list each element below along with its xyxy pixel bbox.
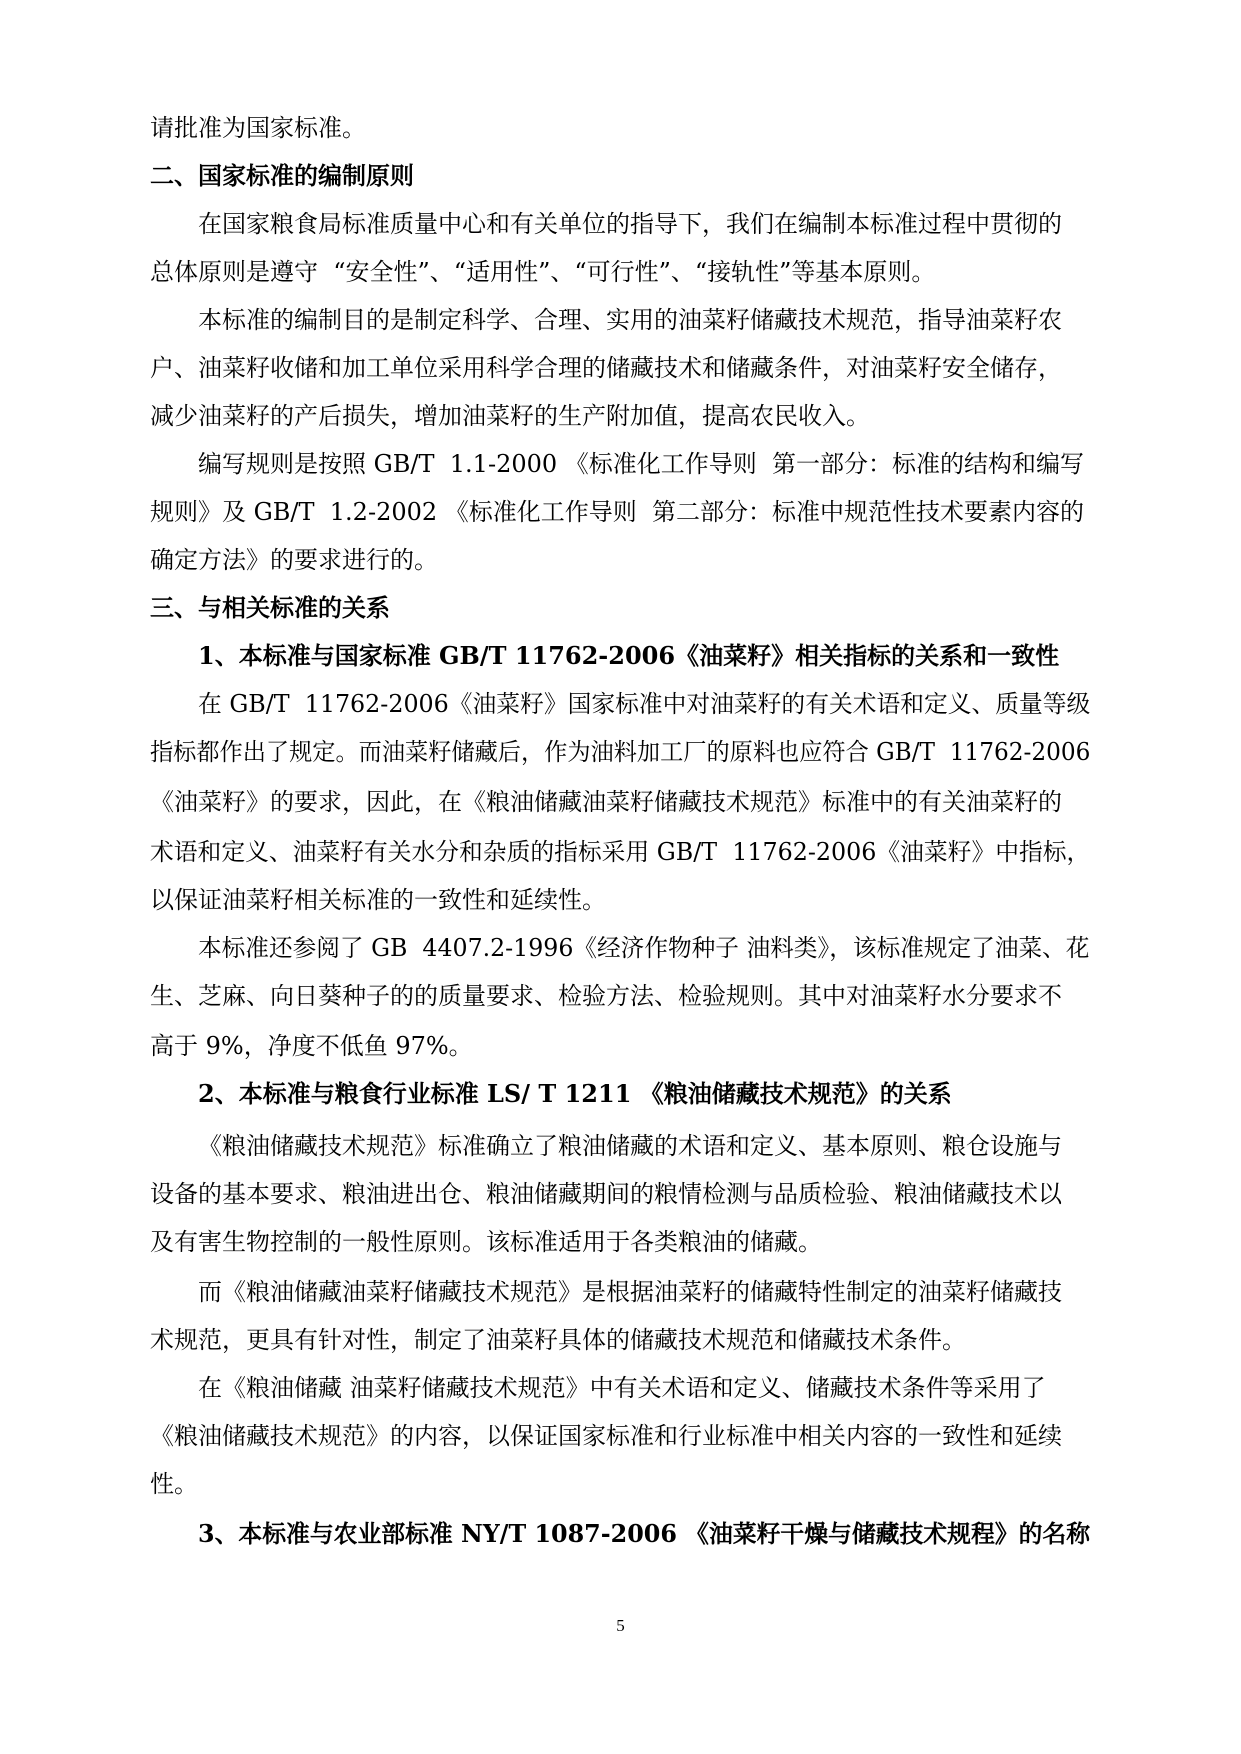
body-text-line: 《粮油储藏技术规范》的内容，以保证国家标准和行业标准中相关内容的一致性和延续 xyxy=(150,1422,1062,1450)
body-text-line: 术语和定义、油菜籽有关水分和杂质的指标采用 GB/T 11762-2006《油菜籽》中指标， xyxy=(150,838,1091,866)
subsection-heading: 1、本标准与国家标准 GB/T 11762-2006《油菜籽》相关指标的关系和一致性 xyxy=(198,641,1060,670)
body-text-line: 及有害生物控制的一般性原则。该标准适用于各类粮油的储藏。 xyxy=(150,1228,822,1256)
paragraph-first-line: 《粮油储藏技术规范》标准确立了粮油储藏的术语和定义、基本原则、粮仓设施与 xyxy=(198,1132,1062,1160)
paragraph-first-line: 在 GB/T 11762-2006《油菜籽》国家标准中对油菜籽的有关术语和定义、质量等级 xyxy=(198,690,1091,718)
page-number: 5 xyxy=(616,1616,625,1635)
body-text-line: 减少油菜籽的产后损失，增加油菜籽的生产附加值，提高农民收入。 xyxy=(150,402,870,430)
paragraph-first-line: 本标准还参阅了 GB 4407.2-1996《经济作物种子 油料类》，该标准规定了油菜、花 xyxy=(198,934,1090,962)
body-text-line: 指标都作出了规定。而油菜籽储藏后，作为油料加工厂的原料也应符合 GB/T 11762-2006 xyxy=(150,738,1091,766)
body-text-line: 规则》及 GB/T 1.2-2002 《标准化工作导则 第二部分：标准中规范性技术要素内容的 xyxy=(150,498,1085,526)
body-text-line: 《油菜籽》的要求，因此，在《粮油储藏油菜籽储藏技术规范》标准中的有关油菜籽的 xyxy=(150,788,1062,816)
body-text-line: 高于 9%，净度不低鱼 97%。 xyxy=(150,1032,473,1060)
body-text-line: 总体原则是遵守 “安全性”、“适用性”、“可行性”、“接轨性”等基本原则。 xyxy=(150,258,936,286)
body-text-line: 以保证油菜籽相关标准的一致性和延续性。 xyxy=(150,886,606,914)
paragraph-first-line: 而《粮油储藏油菜籽储藏技术规范》是根据油菜籽的储藏特性制定的油菜籽储藏技 xyxy=(198,1278,1062,1306)
paragraph-first-line: 本标准的编制目的是制定科学、合理、实用的油菜籽储藏技术规范，指导油菜籽农 xyxy=(198,306,1062,334)
section-heading: 三、与相关标准的关系 xyxy=(150,593,390,622)
body-text-line: 生、芝麻、向日葵种子的的质量要求、检验方法、检验规则。其中对油菜籽水分要求不 xyxy=(150,982,1062,1010)
paragraph-first-line: 在国家粮食局标准质量中心和有关单位的指导下，我们在编制本标准过程中贯彻的 xyxy=(198,210,1062,238)
body-text-line: 设备的基本要求、粮油进出仓、粮油储藏期间的粮情检测与品质检验、粮油储藏技术以 xyxy=(150,1180,1062,1208)
body-text-line: 请批准为国家标准。 xyxy=(150,114,366,142)
paragraph-first-line: 在《粮油储藏 油菜籽储藏技术规范》中有关术语和定义、储藏技术条件等采用了 xyxy=(198,1374,1046,1402)
subsection-heading: 3、本标准与农业部标准 NY/T 1087-2006 《油菜籽干燥与储藏技术规程》的名称 xyxy=(198,1519,1091,1548)
body-text-line: 术规范，更具有针对性，制定了油菜籽具体的储藏技术规范和储藏技术条件。 xyxy=(150,1326,966,1354)
subsection-heading: 2、本标准与粮食行业标准 LS/ T 1211 《粮油储藏技术规范》的关系 xyxy=(198,1079,952,1108)
paragraph-first-line: 编写规则是按照 GB/T 1.1-2000 《标准化工作导则 第一部分：标准的结构和编写 xyxy=(198,450,1085,478)
body-text-line: 户、油菜籽收储和加工单位采用科学合理的储藏技术和储藏条件，对油菜籽安全储存， xyxy=(150,354,1062,382)
body-text-line: 确定方法》的要求进行的。 xyxy=(150,546,438,574)
section-heading: 二、国家标准的编制原则 xyxy=(150,161,414,190)
body-text-line: 性。 xyxy=(150,1470,198,1498)
